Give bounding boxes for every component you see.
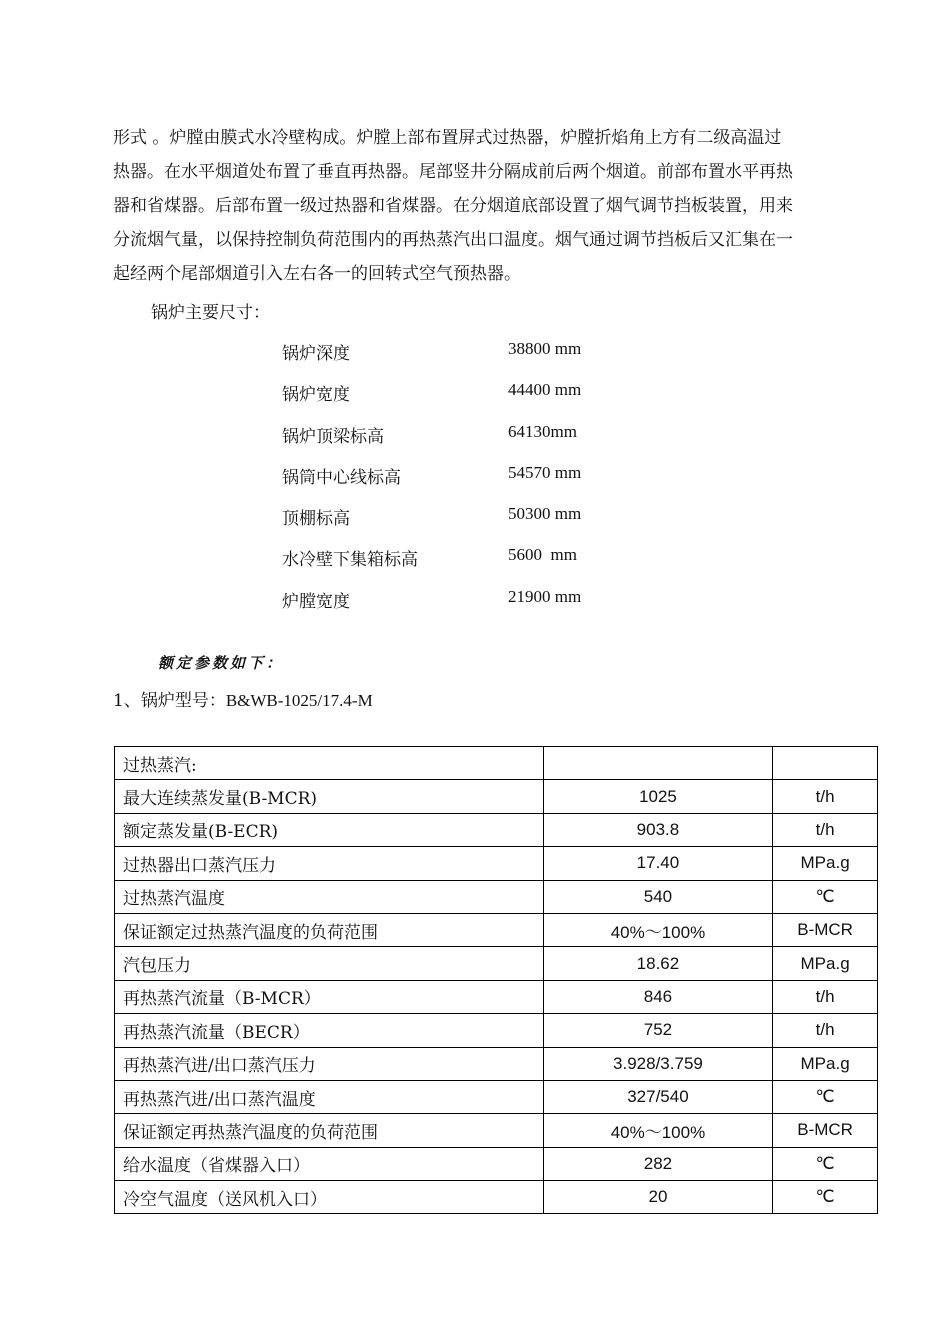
dimension-label: 锅筒中心线标高 <box>282 467 401 488</box>
param-value-cell: 1025 <box>543 780 772 813</box>
table-row <box>115 813 878 846</box>
param-value-cell: 540 <box>543 880 772 913</box>
param-value-cell: 17.40 <box>543 847 772 880</box>
param-value-cell: 903.8 <box>543 813 772 846</box>
table-row <box>115 913 878 946</box>
param-name-cell: 再热蒸汽进/出口蒸汽压力 <box>115 1047 544 1080</box>
dimension-label: 水冷壁下集箱标高 <box>282 550 418 571</box>
body-paragraph <box>113 121 883 291</box>
dimension-label: 锅炉宽度 <box>282 385 350 406</box>
param-unit-cell: ℃ <box>773 1080 878 1113</box>
param-name-cell: 汽包压力 <box>115 947 544 980</box>
dimension-value: 50300 mm <box>508 504 582 524</box>
param-unit-cell: B-MCR <box>773 1114 878 1147</box>
param-name-cell: 过热蒸汽温度 <box>115 880 544 913</box>
param-unit-cell: MPa.g <box>773 847 878 880</box>
param-name-cell: 过热器出口蒸汽压力 <box>115 847 544 880</box>
dimension-label: 锅炉顶梁标高 <box>282 426 384 447</box>
paragraph-line: 热器。在水平烟道处布置了垂直再热器。尾部竖井分隔成前后两个烟道。前部布置水平再热 <box>113 162 793 182</box>
table-row <box>115 780 878 813</box>
dimension-label: 顶棚标高 <box>282 509 350 530</box>
param-unit-cell: t/h <box>773 780 878 813</box>
param-value-cell: 40%～100% <box>543 913 772 946</box>
table-row <box>115 1080 878 1113</box>
param-name-cell: 保证额定再热蒸汽温度的负荷范围 <box>115 1114 544 1147</box>
param-value-cell: 327/540 <box>543 1080 772 1113</box>
param-unit-cell: t/h <box>773 980 878 1013</box>
param-name-cell: 再热蒸汽进/出口蒸汽温度 <box>115 1080 544 1113</box>
param-name-cell: 冷空气温度（送风机入口） <box>115 1181 544 1214</box>
param-name-cell: 给水温度（省煤器入口） <box>115 1147 544 1180</box>
param-value-cell: 3.928/3.759 <box>543 1047 772 1080</box>
boiler-model-line <box>113 686 373 711</box>
param-unit-cell: MPa.g <box>773 1047 878 1080</box>
param-name-cell: 再热蒸汽流量（B-MCR） <box>115 980 544 1013</box>
table-row <box>115 1181 878 1214</box>
dimensions-heading: 锅炉主要尺寸： <box>151 303 270 323</box>
param-unit-cell: t/h <box>773 1014 878 1047</box>
param-unit-cell: ℃ <box>773 1181 878 1214</box>
paragraph-line: 形式 。炉膛由膜式水冷壁构成。炉膛上部布置屏式过热器，炉膛折焰角上方有二级高温过 <box>113 128 782 148</box>
param-name-cell: 最大连续蒸发量(B-MCR) <box>115 780 544 813</box>
table-row <box>115 880 878 913</box>
table-row <box>115 1147 878 1180</box>
paragraph-line: 器和省煤器。后部布置一级过热器和省煤器。在分烟道底部设置了烟气调节挡板装置，用来 <box>113 196 793 216</box>
boiler-model-prefix: 1、锅炉型号： <box>113 691 226 711</box>
param-unit-cell: ℃ <box>773 880 878 913</box>
param-value-cell: 18.62 <box>543 947 772 980</box>
table-row <box>115 1114 878 1147</box>
table-row <box>115 1014 878 1047</box>
table-row <box>115 747 878 780</box>
param-name-cell: 保证额定过热蒸汽温度的负荷范围 <box>115 913 544 946</box>
dimension-value: 54570 mm <box>508 462 582 482</box>
rated-params-heading: 额定参数如下： <box>158 654 285 672</box>
param-name-cell: 过热蒸汽: <box>115 747 544 780</box>
dimension-value: 44400 mm <box>508 380 582 400</box>
param-value-cell <box>543 747 772 780</box>
param-value-cell: 20 <box>543 1181 772 1214</box>
table-row <box>115 980 878 1013</box>
param-unit-cell: ℃ <box>773 1147 878 1180</box>
dimension-value: 21900 mm <box>508 586 582 606</box>
table-row <box>115 947 878 980</box>
param-unit-cell: MPa.g <box>773 947 878 980</box>
boiler-model-value: B&WB-1025/17.4-M <box>225 691 373 710</box>
rated-params-table <box>114 746 878 1214</box>
param-value-cell: 40%～100% <box>543 1114 772 1147</box>
dimension-label: 锅炉深度 <box>282 344 350 364</box>
param-value-cell: 282 <box>543 1147 772 1180</box>
param-value-cell: 752 <box>543 1014 772 1047</box>
dimension-label: 炉膛宽度 <box>282 591 350 612</box>
table-row <box>115 1047 878 1080</box>
dimension-value: 38800 mm <box>508 339 582 358</box>
param-unit-cell <box>773 747 878 780</box>
param-unit-cell: B-MCR <box>773 913 878 946</box>
param-unit-cell: t/h <box>773 813 878 846</box>
dimension-value: 64130mm <box>508 421 577 441</box>
paragraph-line: 起经两个尾部烟道引入左右各一的回转式空气预热器。 <box>113 264 521 284</box>
paragraph-line: 分流烟气量，以保持控制负荷范围内的再热蒸汽出口温度。烟气通过调节挡板后又汇集在一 <box>113 230 793 250</box>
table-row <box>115 847 878 880</box>
param-value-cell: 846 <box>543 980 772 1013</box>
dimension-value: 5600 mm <box>508 545 577 565</box>
param-name-cell: 额定蒸发量(B-ECR) <box>115 813 544 846</box>
table-body <box>115 747 878 1214</box>
param-name-cell: 再热蒸汽流量（BECR） <box>115 1014 544 1047</box>
